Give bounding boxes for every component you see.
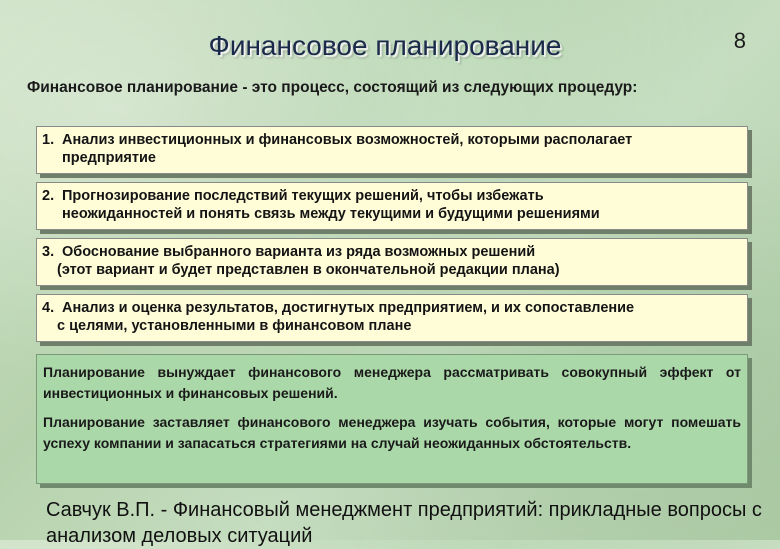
procedure-text-line2: предприятие bbox=[62, 150, 156, 166]
procedure-text-line1: Анализ и оценка результатов, достигнутых предприятием, и их сопоставление bbox=[62, 300, 635, 316]
planning-note-2: Планирование заставляет финансового менеджера изучать события, которые могут помешать успеху компании и запасаться стратегиями на случай неожиданных обстоятельств. bbox=[43, 414, 741, 451]
procedure-text-line1: Прогнозирование последствий текущих решений, чтобы избежать bbox=[62, 188, 544, 204]
procedure-text-line2: неожиданностей и понять связь между текущими и будущими решениями bbox=[62, 206, 600, 222]
procedure-list bbox=[36, 126, 748, 350]
procedure-number: 2. bbox=[42, 188, 55, 204]
slide-title: Финансовое планирование bbox=[208, 30, 562, 61]
procedure-number: 3. bbox=[42, 244, 55, 260]
page-number: 8 bbox=[733, 28, 746, 53]
intro-text: Финансовое планирование - это процесс, состоящий из следующих процедур: bbox=[27, 79, 638, 96]
procedure-number: 1. bbox=[42, 132, 55, 148]
procedure-text-line1: Анализ инвестиционных и финансовых возможностей, которыми располагает bbox=[62, 132, 633, 148]
procedure-item-1 bbox=[36, 126, 748, 174]
procedure-item-2 bbox=[36, 182, 748, 230]
procedure-text-line2: (этот вариант и будет представлен в окончательной редакции плана) bbox=[57, 262, 560, 278]
procedure-item-4 bbox=[36, 294, 748, 342]
source-citation: Савчук В.П. - Финансовый менеджмент предприятий: прикладные вопросы с анализом деловых ситуаций bbox=[46, 499, 762, 547]
procedure-number: 4. bbox=[42, 300, 55, 316]
procedure-text-line1: Обоснование выбранного варианта из ряда возможных решений bbox=[62, 244, 536, 260]
procedure-text-line2: с целями, установленными в финансовом плане bbox=[57, 318, 412, 334]
procedure-item-3 bbox=[36, 238, 748, 286]
planning-note-1: Планирование вынуждает финансового менеджера рассматривать совокупный эффект от инвестиционных и финансовых решений. bbox=[43, 364, 741, 401]
planning-notes-box bbox=[36, 354, 748, 484]
